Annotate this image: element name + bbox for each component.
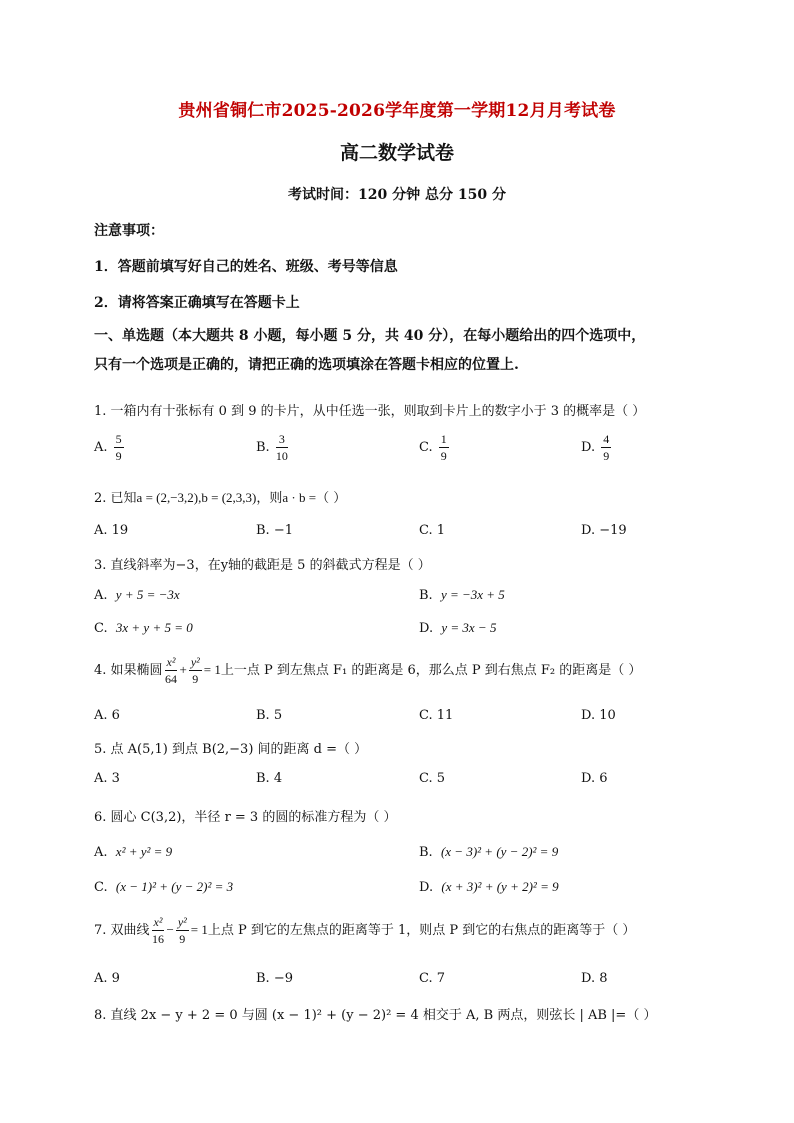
- option-label: B.: [256, 440, 270, 455]
- option-label: A.: [94, 588, 108, 603]
- vector-a: a = (2,−3,2),: [136, 490, 202, 505]
- vector-b: b = (2,3,3): [201, 490, 257, 505]
- option-formula: y = 3x − 5: [441, 620, 497, 635]
- question-4-stem: [94, 655, 641, 686]
- option-label: A.: [94, 440, 108, 455]
- question-7-option-a: A. 9: [94, 971, 120, 986]
- numerator: y²: [190, 655, 200, 669]
- option-formula: (x − 1)² + (y − 2)² = 3: [115, 879, 234, 894]
- question-2-option-a: A. 19: [94, 523, 129, 538]
- numerator: y²: [177, 915, 187, 929]
- question-4-suffix: 上一点 P 到左焦点 F₁ 的距离是 6，那么点 P 到右焦点 F₂ 的距离是（ ）: [220, 663, 642, 678]
- notes-heading: 注意事项：: [94, 223, 164, 239]
- question-7-suffix: 上点 P 到它的左焦点的距离等于 1，则点 P 到它的右焦点的距离等于（ ）: [207, 923, 636, 938]
- question-1-option-b: [256, 432, 290, 463]
- question-7-stem: [94, 915, 635, 946]
- option-formula: y = −3x + 5: [440, 587, 505, 602]
- question-5-stem: 5. 点 A(5,1) 到点 B(2,−3) 间的距离 d =（ ）: [94, 742, 368, 757]
- question-7-option-c: C. 7: [419, 971, 446, 986]
- option-label: B.: [419, 588, 433, 603]
- denominator: 9: [603, 449, 610, 463]
- option-formula: (x + 3)² + (y + 2)² = 9: [441, 879, 559, 894]
- question-3-option-d: [419, 620, 496, 636]
- question-5-option-b: B. 4: [256, 771, 283, 786]
- denominator: 9: [179, 932, 186, 946]
- question-7-option-b: B. −9: [256, 971, 293, 986]
- notes-item-2: 2．请将答案正确填写在答题卡上: [94, 295, 300, 311]
- fraction: [276, 432, 288, 463]
- question-1-option-c: [419, 432, 451, 463]
- question-4-prefix: 4. 如果椭圆: [94, 663, 163, 678]
- question-4-option-a: A. 6: [94, 708, 120, 723]
- question-6-option-c: [94, 879, 233, 895]
- fraction-y: [176, 915, 189, 946]
- numerator: 4: [603, 432, 610, 446]
- section-heading-line-1: 一、单选题（本大题共 8 小题，每小题 5 分，共 40 分），在每小题给出的四个选项中，: [94, 328, 646, 344]
- section-heading: [94, 322, 714, 380]
- fraction-x: [165, 655, 178, 686]
- denominator: 9: [115, 449, 122, 463]
- question-1-stem: 1. 一箱内有十张标有 0 到 9 的卡片，从中任选一张，则取到卡片上的数字小于 3 的概率是（ ）: [94, 404, 646, 419]
- question-6-option-a: [94, 844, 172, 860]
- exam-time-info: 考试时间：120 分钟 总分 150 分: [288, 187, 506, 203]
- question-1-option-d: [581, 432, 613, 463]
- denominator: 64: [165, 672, 178, 686]
- equals-one: = 1: [203, 662, 221, 677]
- question-8-stem: 8. 直线 2x − y + 2 = 0 与圆 (x − 1)² + (y − 2)² = 4 相交于 A, B 两点，则弦长 | AB |=（ ）: [94, 1008, 657, 1023]
- question-4-option-d: D. 10: [581, 708, 616, 723]
- question-3-option-c: [94, 620, 193, 636]
- question-6-stem: 6. 圆心 C(3,2)，半径 r = 3 的圆的标准方程为（ ）: [94, 810, 397, 825]
- question-2-option-b: B. −1: [256, 523, 293, 538]
- numerator: 3: [276, 432, 288, 448]
- option-label: C.: [94, 880, 108, 895]
- plus-sign: +: [179, 662, 187, 677]
- exam-subtitle: 高二数学试卷: [339, 142, 454, 164]
- option-formula: 3x + y + 5 = 0: [115, 620, 193, 635]
- question-2-prefix: 2. 已知: [94, 491, 137, 506]
- denominator: 16: [152, 932, 165, 946]
- option-label: B.: [419, 845, 433, 860]
- fraction: [601, 432, 611, 463]
- notes-item-1: 1．答题前填写好自己的姓名、班级、考号等信息: [94, 259, 398, 275]
- question-6-option-d: [419, 879, 559, 895]
- numerator: x²: [153, 915, 163, 929]
- numerator: 5: [115, 432, 122, 446]
- question-1-option-a: [94, 432, 126, 463]
- question-7-prefix: 7. 双曲线: [94, 923, 150, 938]
- fraction: [439, 432, 449, 463]
- fraction-y: [189, 655, 202, 686]
- question-7-option-d: D. 8: [581, 971, 608, 986]
- denominator: 9: [192, 672, 199, 686]
- option-label: D.: [581, 440, 596, 455]
- question-6-option-b: [419, 844, 558, 860]
- question-3-option-a: [94, 587, 180, 603]
- question-2-option-c: C. 1: [419, 523, 446, 538]
- question-2-suffix: （ ）: [316, 491, 347, 506]
- question-2-mid: ，则: [256, 491, 283, 506]
- option-label: C.: [419, 440, 433, 455]
- option-label: D.: [419, 880, 434, 895]
- numerator: x²: [166, 655, 176, 669]
- denominator: 9: [440, 449, 447, 463]
- option-formula: (x − 3)² + (y − 2)² = 9: [440, 844, 559, 859]
- question-4-option-c: C. 11: [419, 708, 454, 723]
- section-heading-line-2: 只有一个选项是正确的，请把正确的选项填涂在答题卡相应的位置上.: [94, 357, 519, 373]
- option-label: A.: [94, 845, 108, 860]
- question-5-option-d: D. 6: [581, 771, 608, 786]
- question-4-option-b: B. 5: [256, 708, 283, 723]
- question-3-stem: 3. 直线斜率为−3，在y轴的截距是 5 的斜截式方程是（ ）: [94, 558, 431, 573]
- exam-title: 贵州省铜仁市2025-2026学年度第一学期12月月考试卷: [178, 101, 616, 121]
- minus-sign: −: [166, 922, 174, 937]
- option-label: C.: [94, 621, 108, 636]
- question-2-stem: [94, 487, 346, 506]
- option-formula: x² + y² = 9: [115, 844, 173, 859]
- question-5-option-a: A. 3: [94, 771, 120, 786]
- question-5-option-c: C. 5: [419, 771, 446, 786]
- fraction-x: [152, 915, 165, 946]
- question-2-option-d: D. −19: [581, 523, 627, 538]
- question-3-option-b: [419, 587, 505, 603]
- fraction: [114, 432, 124, 463]
- option-label: D.: [419, 621, 434, 636]
- equals-one: = 1: [190, 922, 208, 937]
- numerator: 1: [440, 432, 447, 446]
- dot-product: a · b =: [282, 490, 317, 505]
- denominator: 10: [275, 449, 288, 463]
- option-formula: y + 5 = −3x: [115, 587, 180, 602]
